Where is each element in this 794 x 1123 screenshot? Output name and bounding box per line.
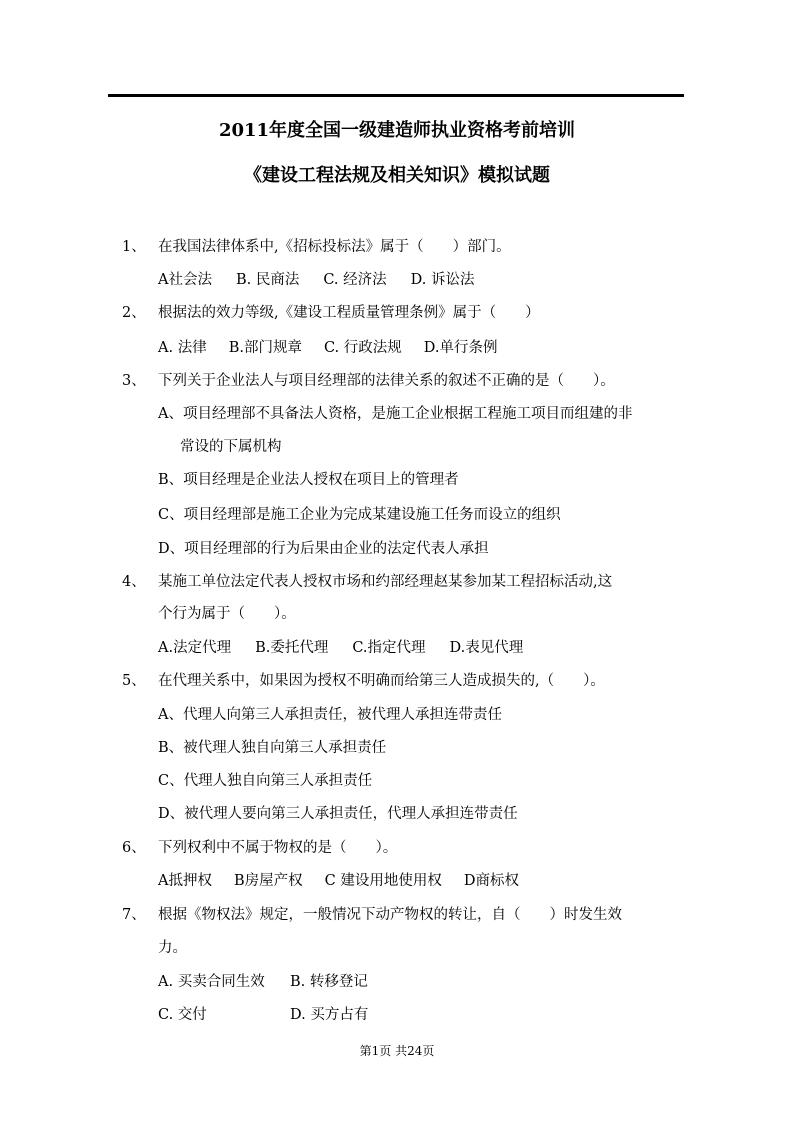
option-b: B. 转移登记: [290, 974, 368, 990]
option-d: D. 诉讼法: [410, 272, 475, 288]
question-2-text: 根据法的效力等级,《建设工程质量管理条例》属于（ ）: [158, 305, 540, 321]
question-3-option-b: B、项目经理是企业法人授权在项目上的管理者: [158, 472, 459, 488]
question-3-text: 下列关于企业法人与项目经理部的法律关系的叙述不正确的是（ ）。: [158, 373, 615, 389]
question-3-number: 3、: [122, 373, 146, 389]
option-a: A社会法: [158, 272, 212, 288]
option-c: C. 交付: [158, 1007, 207, 1023]
option-b: B. 民商法: [235, 272, 300, 288]
question-5-option-c: C、代理人独自向第三人承担责任: [158, 773, 373, 789]
question-3-option-a: A、项目经理部不具备法人资格，是施工企业根据工程施工项目而组建的非: [158, 406, 633, 422]
question-3-option-d: D、项目经理部的行为后果由企业的法定代表人承担: [158, 541, 489, 557]
question-6-options: [158, 871, 541, 891]
option-a: A.法定代理: [158, 640, 232, 656]
option-c: C. 行政法规: [323, 340, 402, 356]
page-title: 2011年度全国一级建造师执业资格考前培训: [218, 120, 576, 141]
question-4-options: [158, 638, 547, 658]
question-5-text: 在代理关系中，如果因为授权不明确而给第三人造成损失的,（ ）。: [158, 673, 605, 689]
option-a: A. 买卖合同生效: [158, 974, 265, 990]
option-d: D. 买方占有: [290, 1007, 369, 1023]
question-4-text: 某施工单位法定代表人授权市场和约部经理赵某参加某工程招标活动,这: [158, 574, 613, 590]
question-1-number: 1、: [122, 239, 146, 255]
question-5-number: 5、: [122, 673, 146, 689]
option-b: B.委托代理: [255, 640, 329, 656]
question-7-options-row-1: [158, 972, 392, 992]
option-d: D.表见代理: [449, 640, 524, 656]
question-6-text: 下列权利中不属于物权的是（ ）。: [158, 840, 398, 856]
question-6-number: 6、: [122, 840, 146, 856]
option-c: C 建设用地使用权: [324, 873, 442, 889]
question-5-option-d: D、被代理人要向第三人承担责任，代理人承担连带责任: [158, 806, 518, 822]
question-7-text: 根据《物权法》规定，一般情况下动产物权的转让，自（ ）时发生效: [158, 907, 622, 923]
question-3-option-a-continued: 常设的下属机构: [180, 439, 282, 455]
option-d: D.单行条例: [423, 340, 498, 356]
option-b: B.部门规章: [228, 340, 302, 356]
option-a: A. 法律: [158, 340, 207, 356]
question-7-text-continued: 力。: [158, 940, 187, 956]
option-b: B房屋产权: [233, 873, 303, 889]
question-1-options: [158, 270, 498, 290]
question-5-option-b: B、被代理人独自向第三人承担责任: [158, 740, 387, 756]
page-number: 第1页 共24页: [359, 1044, 435, 1058]
question-7-options-row-2: [158, 1005, 392, 1025]
option-c: C. 经济法: [323, 272, 387, 288]
question-1-text: 在我国法律体系中,《招标投标法》属于（ ）部门。: [158, 239, 511, 255]
question-5-option-a: A、代理人向第三人承担责任，被代理人承担连带责任: [158, 707, 502, 723]
question-4-text-continued: 个行为属于（ ）。: [158, 606, 296, 622]
question-7-number: 7、: [122, 907, 146, 923]
question-2-number: 2、: [122, 305, 146, 321]
page-subtitle: 《建设工程法规及相关知识》模拟试题: [244, 165, 550, 186]
question-4-number: 4、: [122, 574, 146, 590]
option-c: C.指定代理: [352, 640, 426, 656]
option-d: D商标权: [463, 873, 519, 889]
header-rule: [108, 94, 684, 97]
option-a: A抵押权: [158, 873, 212, 889]
question-2-options: [158, 338, 519, 358]
question-3-option-c: C、项目经理部是施工企业为完成某建设施工任务而设立的组织: [158, 507, 561, 523]
